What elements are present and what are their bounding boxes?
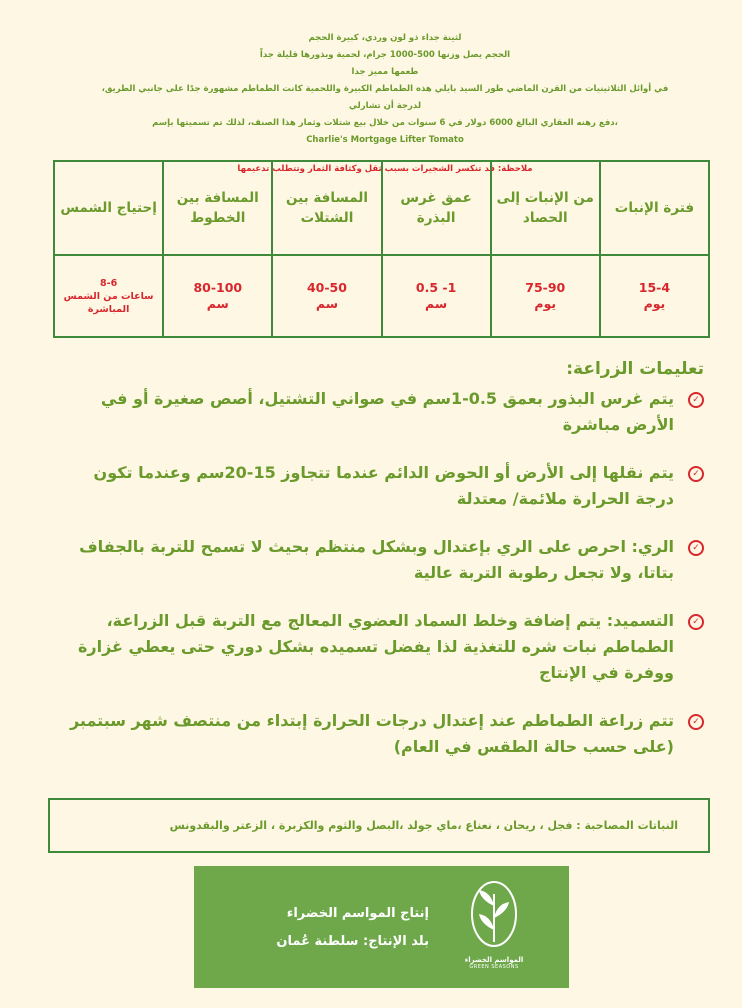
intro-line: لثينة جداء ذو لون وردي، كبيرة الحجم — [308, 33, 462, 43]
table-header-cell: عمق غرس البذرة — [382, 161, 491, 255]
logo-arabic-text: المواسم الخضراء — [464, 956, 524, 964]
table-cell — [491, 255, 600, 337]
check-icon: ✓ — [688, 392, 704, 408]
check-icon: ✓ — [688, 714, 704, 730]
planting-table — [53, 160, 710, 338]
instruction-text: يتم نقلها إلى الأرض أو الحوض الدائم عندما تتجاوز 15-20سم وعندما تكون درجة الحرارة ملائمة/ معتدلة — [93, 463, 674, 508]
production-country: بلد الإنتاج: سلطنة عُمان — [276, 934, 429, 949]
warning-note: ملاحظة: قد تنكسر الشجيرات بسبب ثقل وكثافة الثمار وتتطلب تدعيمها — [237, 164, 533, 174]
instruction-text: يتم غرس البذور بعمق 0.5-1سم في صواني التشتيل، أصص صغيرة أو في الأرض مباشرة — [100, 389, 674, 434]
producer-name: إنتاج المواسم الخضراء — [286, 906, 429, 921]
instruction-text: تتم زراعة الطماطم عند إعتدال درجات الحرارة إبتداء من منتصف شهر سبتمبر (على حسب حالة الطقس في العام) — [69, 711, 674, 756]
intro-line: ،دفع رهنه العقاري البالغ 6000 دولار في 6 سنوات من خلال بيع شتلات وثمار هذا الصنف، لذلك تم تسميتها بإسم — [152, 118, 618, 128]
table-cell — [163, 255, 272, 337]
companion-text: النباتات المصاحبة : فجل ، ريحان ، نعناع ،ماي جولد ،البصل والثوم والكزبرة ، الزعتر والبقدونس — [169, 819, 678, 832]
intro-line: طعمها مميز جدا — [351, 67, 419, 77]
table-header-cell: إحتياج الشمس — [54, 161, 163, 255]
intro-line: Charlie's Mortgage Lifter Tomato — [306, 135, 464, 145]
table-header-row — [54, 161, 709, 255]
cell-value: 15-4 — [638, 280, 671, 295]
cell-value: 1- 0.5 — [415, 280, 457, 295]
logo-english-text: GREEN SEASONS — [469, 964, 519, 970]
instruction-item — [62, 534, 712, 586]
instruction-item — [62, 708, 712, 760]
planting-instructions — [62, 358, 712, 782]
product-description — [60, 30, 710, 178]
cell-unit: سم — [425, 296, 448, 311]
table-header-cell: المسافة بين الخطوط — [163, 161, 272, 255]
instruction-item — [62, 460, 712, 512]
table-cell — [600, 255, 709, 337]
companion-plants — [48, 798, 710, 853]
table-cell — [54, 255, 163, 337]
intro-line: في أوائل الثلاثينيات من القرن الماضي طور السيد بايلي هذه الطماطم الكبيرة واللحمية كانت الطماطم مشهورة جدًا على جانبي الطريق، — [101, 84, 669, 94]
table-cell — [382, 255, 491, 337]
instruction-text: التسميد: يتم إضافة وخلط السماد العضوي المعالج مع التربة قبل الزراعة، الطماطم نبات شره للتغذية لذا يفضل تسميده بشكل دوري حتى يعطي غزارة ووفرة في الإنتاج — [77, 611, 674, 682]
cell-value: 40-50 — [306, 280, 347, 295]
cell-unit: سم — [315, 296, 338, 311]
instruction-text: الري: احرص على الري بإعتدال وبشكل منتظم بحيث لا تسمح للتربة بالجفاف بتاتا، ولا تجعل رطوبة التربة عالية — [79, 537, 674, 582]
green-seasons-logo — [459, 876, 529, 976]
producer-footer — [194, 866, 569, 988]
intro-line: لدرجة أن تشارلي — [348, 101, 422, 111]
check-icon: ✓ — [688, 614, 704, 630]
table-header-cell: من الإنبات إلى الحصاد — [491, 161, 600, 255]
instructions-title: تعليمات الزراعة: — [566, 359, 704, 379]
table-row — [54, 255, 709, 337]
cell-unit: يوم — [643, 296, 666, 311]
instruction-item — [62, 386, 712, 438]
cell-value: 8-6 — [100, 277, 118, 289]
check-icon: ✓ — [688, 466, 704, 482]
intro-line: الحجم يصل وزنها 500-1000 جرام، لحمية وبذورها قليلة جداً — [259, 50, 511, 60]
table-header-cell: المسافة بين الشتلات — [272, 161, 381, 255]
leaf-logo-icon — [459, 876, 529, 956]
cell-unit: سم — [206, 296, 229, 311]
check-icon: ✓ — [688, 540, 704, 556]
cell-value: 75-90 — [525, 280, 566, 295]
cell-unit: ساعات من الشمس المباشرة — [63, 290, 154, 315]
cell-value: 80-100 — [193, 280, 243, 295]
cell-unit: يوم — [534, 296, 557, 311]
instruction-item — [62, 608, 712, 686]
table-header-cell: فترة الإنبات — [600, 161, 709, 255]
table-cell — [272, 255, 381, 337]
